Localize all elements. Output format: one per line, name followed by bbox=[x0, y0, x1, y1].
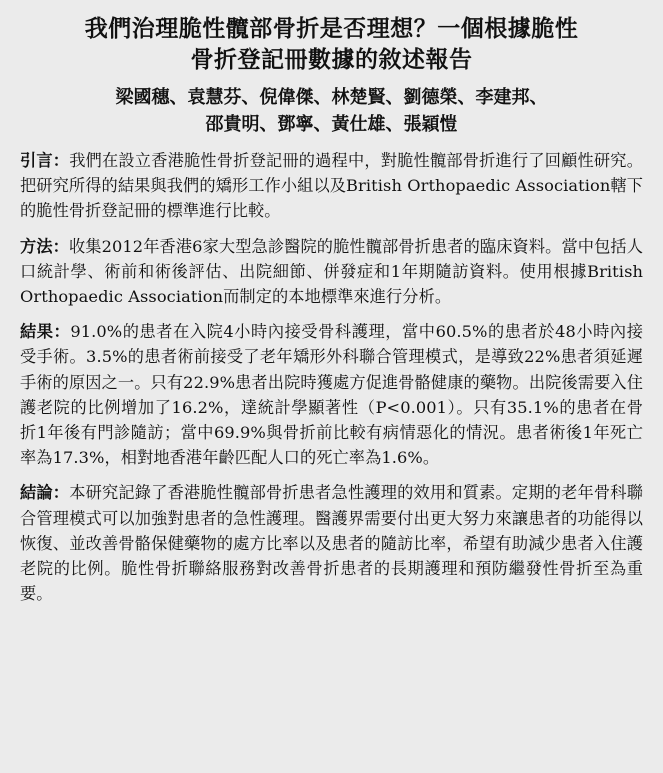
author-list bbox=[20, 84, 643, 138]
title-line-2: 骨折登記冊數據的敘述報告 bbox=[190, 47, 473, 73]
title-line-1: 我們治理脆性髖部骨折是否理想？一個根據脆性 bbox=[84, 16, 579, 42]
intro-section bbox=[20, 148, 643, 224]
article-title bbox=[20, 14, 643, 76]
authors-line-1: 梁國穗、袁慧芬、倪偉傑、林楚賢、劉德榮、李建邦、 bbox=[115, 87, 548, 108]
methods-label: 方法： bbox=[20, 236, 69, 256]
methods-text: 收集2012年香港6家大型急診醫院的脆性髖部骨折患者的臨床資料。當中包括人口統計學、術前和術後評估、出院細節、併發症和1年期隨訪資料。使用根據British Orthopaedic Association而制定的本地標準來進行分析。 bbox=[20, 236, 643, 307]
authors-line-2: 邵貴明、鄧寧、黃仕雄、張穎愷 bbox=[205, 114, 458, 135]
methods-section bbox=[20, 234, 643, 310]
results-label: 結果： bbox=[20, 322, 71, 342]
results-text: 91.0%的患者在入院4小時內接受骨科護理，當中60.5%的患者於48小時內接受手術。3.5%的患者術前接受了老年矯形外科聯合管理模式，是導致22%患者須延遲手術的原因之一。只有22.9%患者出院時獲處方促進骨骼健康的藥物。出院後需要入住護老院的比例增加了16.2%，達統計學顯著性（P<0.001）。只有35.1%的患者在骨折1年後有門診隨訪；當中69.9%與骨折前比較有病情惡化的情況。患者術後1年死亡率為17.3%，相對地香港年齡匹配人口的死亡率為1.6%。 bbox=[20, 322, 643, 468]
conclusion-section bbox=[20, 480, 643, 606]
conclusion-text: 本研究記錄了香港脆性髖部骨折患者急性護理的效用和質素。定期的老年骨科聯合管理模式可以加強對患者的急性護理。醫護界需要付出更大努力來讓患者的功能得以恢復、並改善骨骼保健藥物的處方比率以及患者的隨訪比率，希望有助減少患者入住護老院的比例。脆性骨折聯絡服務對改善骨折患者的長期護理和預防繼發性骨折至為重要。 bbox=[20, 483, 643, 604]
intro-text: 我們在設立香港脆性骨折登記冊的過程中，對脆性髖部骨折進行了回顧性研究。把研究所得的結果與我們的矯形工作小組以及British Orthopaedic Association轄下的脆性骨折登記冊的標準進行比較。 bbox=[20, 151, 643, 221]
conclusion-label: 結論： bbox=[20, 483, 70, 503]
results-section bbox=[20, 319, 643, 470]
intro-label: 引言： bbox=[20, 151, 70, 170]
